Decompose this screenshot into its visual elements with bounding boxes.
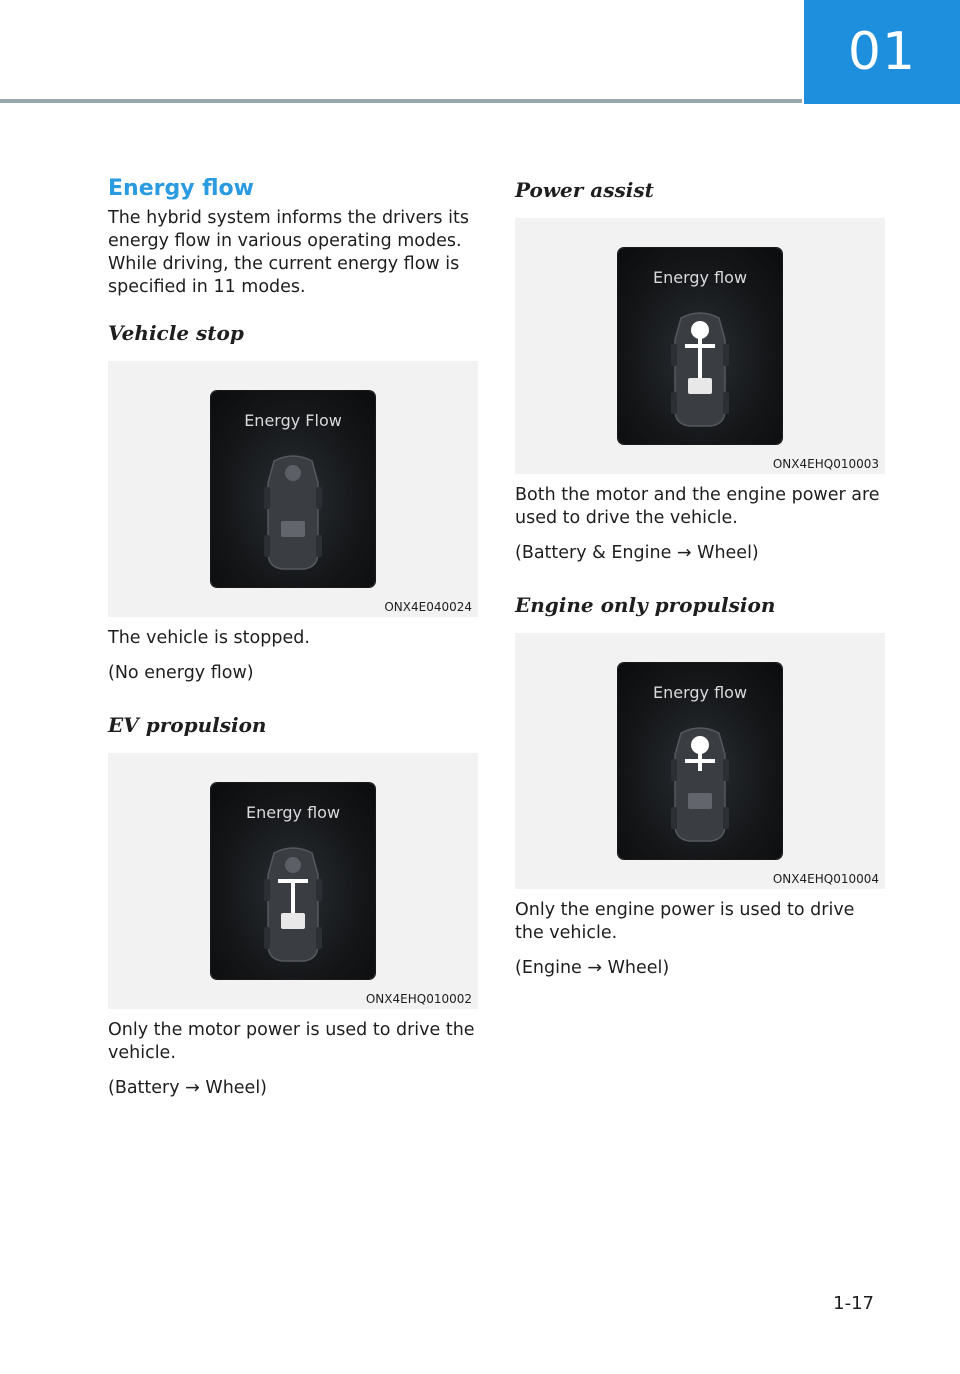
energy-flow-figure-vehicle-stop bbox=[108, 361, 478, 617]
mode-flow: (No energy flow) bbox=[108, 663, 254, 683]
intro-paragraph: The hybrid system informs the drivers its energy flow in various operating modes. While driving, the current energy flow is specified in 11 modes. bbox=[108, 208, 469, 297]
car-top-view-icon bbox=[665, 725, 735, 845]
energy-flow-figure-engine-only bbox=[515, 633, 885, 889]
energy-flow-screen bbox=[211, 783, 375, 979]
mode-description: Only the motor power is used to drive the vehicle. bbox=[108, 1020, 475, 1063]
section-title: Energy flow bbox=[108, 176, 254, 201]
mode-heading-engine-only: Engine only propulsion bbox=[515, 593, 776, 617]
mode-heading-vehicle-stop: Vehicle stop bbox=[108, 321, 244, 345]
figure-code: ONX4EHQ010002 bbox=[365, 992, 472, 1006]
screen-title: Energy flow bbox=[652, 683, 748, 702]
mode-flow: (Engine → Wheel) bbox=[515, 958, 670, 978]
page-number: 1-17 bbox=[833, 1293, 874, 1314]
mode-description: The vehicle is stopped. bbox=[108, 628, 310, 648]
car-top-view-icon bbox=[258, 845, 328, 965]
energy-flow-screen bbox=[211, 391, 375, 587]
mode-heading-power-assist: Power assist bbox=[515, 178, 654, 202]
mode-heading-ev-propulsion: EV propulsion bbox=[108, 713, 267, 737]
screen-title: Energy flow bbox=[245, 803, 341, 822]
left-column bbox=[108, 170, 478, 1112]
screen-title: Energy Flow bbox=[244, 411, 342, 430]
mode-description: Only the engine power is used to drive the vehicle. bbox=[515, 900, 855, 943]
energy-flow-figure-power-assist bbox=[515, 218, 885, 474]
car-top-view-icon bbox=[665, 310, 735, 430]
energy-flow-figure-ev-propulsion bbox=[108, 753, 478, 1009]
figure-code: ONX4EHQ010004 bbox=[772, 872, 879, 886]
car-top-view-icon bbox=[258, 453, 328, 573]
figure-code: ONX4E040024 bbox=[384, 600, 472, 614]
mode-flow: (Battery → Wheel) bbox=[108, 1078, 268, 1098]
energy-flow-screen bbox=[618, 663, 782, 859]
screen-title: Energy flow bbox=[652, 268, 748, 287]
energy-flow-screen bbox=[618, 248, 782, 444]
chapter-tab: 01 bbox=[804, 0, 960, 104]
figure-code: ONX4EHQ010003 bbox=[772, 457, 879, 471]
right-column bbox=[515, 170, 885, 992]
mode-description: Both the motor and the engine power are used to drive the vehicle. bbox=[515, 485, 880, 528]
mode-flow: (Battery & Engine → Wheel) bbox=[515, 543, 759, 563]
header-rule bbox=[0, 99, 802, 103]
